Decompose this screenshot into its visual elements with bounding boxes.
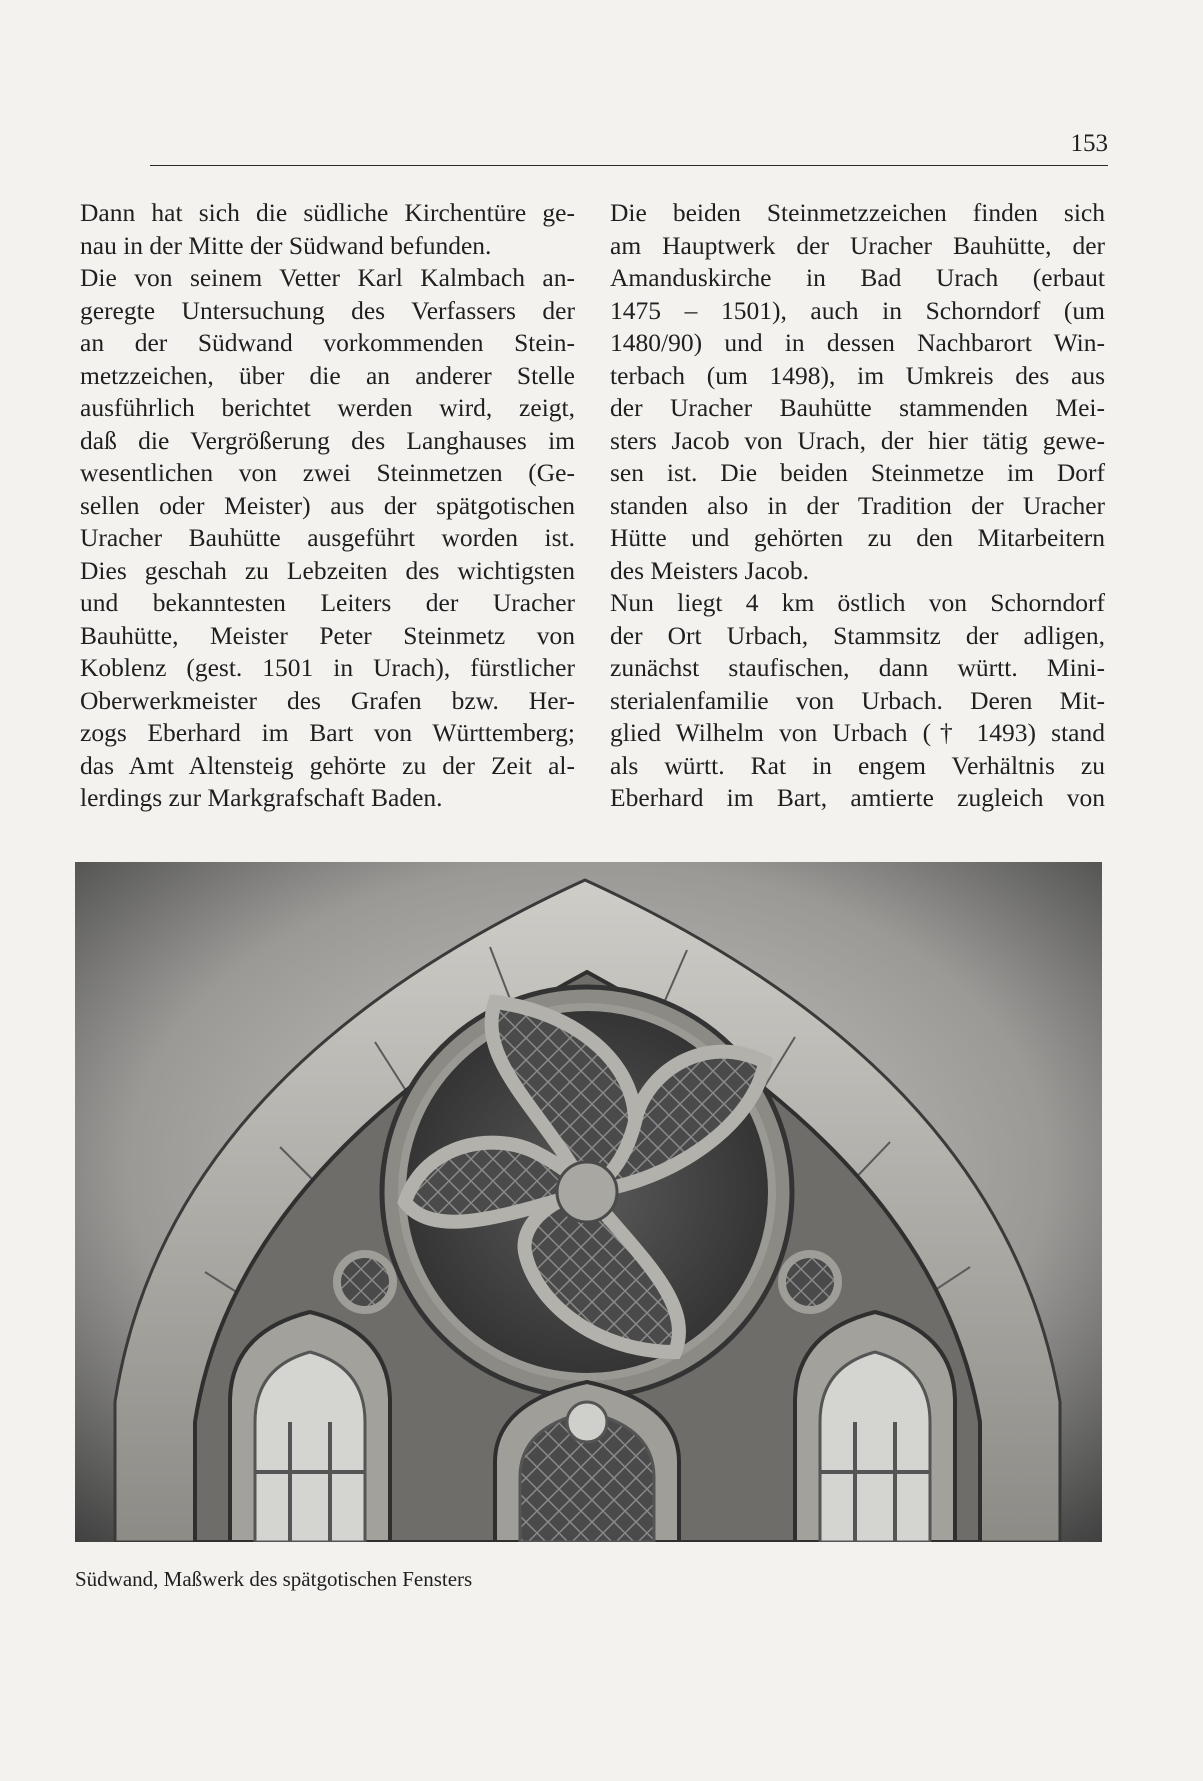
left-line: zogs Eberhard im Bart von Württemberg; xyxy=(80,718,575,747)
left-line: Die von seinem Vetter Karl Kalmbach an- xyxy=(80,263,575,292)
left-line: Oberwerkmeister des Grafen bzw. Her- xyxy=(80,685,575,715)
right-line: Eberhard im Bart, amtierte zugleich von xyxy=(610,783,1105,812)
right-line: sterialenfamilie von Urbach. Deren Mit- xyxy=(610,685,1105,715)
right-line: standen also in der Tradition der Uracher xyxy=(610,490,1105,520)
left-line: daß die Vergrößerung des Langhauses im xyxy=(80,425,575,455)
right-line: Hütte und gehörten zu den Mitarbeitern xyxy=(610,523,1105,552)
left-line: Bauhütte, Meister Peter Steinmetz von xyxy=(80,620,575,650)
left-line: sellen oder Meister) aus der spätgotischen xyxy=(80,490,575,520)
left-line: Koblenz (gest. 1501 in Urach), fürstlicher xyxy=(80,653,575,682)
tracery-window-photo xyxy=(75,862,1102,1542)
left-line: und bekanntesten Leiters der Uracher xyxy=(80,588,575,617)
left-line: lerdings zur Markgrafschaft Baden. xyxy=(80,783,443,812)
left-line: das Amt Altensteig gehörte zu der Zeit al- xyxy=(80,750,575,780)
left-text-column xyxy=(80,197,575,815)
right-line: Nun liegt 4 km östlich von Schorndorf xyxy=(610,588,1105,617)
right-line: am Hauptwerk der Uracher Bauhütte, der xyxy=(610,230,1105,260)
left-line: wesentlichen von zwei Steinmetzen (Ge- xyxy=(80,458,575,487)
right-line: Die beiden Steinmetzzeichen finden sich xyxy=(610,198,1105,227)
right-line: der Uracher Bauhütte stammenden Mei- xyxy=(610,393,1105,422)
right-line: zunächst staufischen, dann württ. Mini- xyxy=(610,653,1105,682)
left-line: nau in der Mitte der Südwand befunden. xyxy=(80,230,492,260)
right-line: des Meisters Jacob. xyxy=(610,555,809,585)
right-line: 1475 – 1501), auch in Schorndorf (um xyxy=(610,295,1105,325)
gothic-window-illustration xyxy=(75,862,1102,1542)
page-number: 153 xyxy=(1070,130,1108,157)
left-line: geregte Untersuchung des Verfassers der xyxy=(80,295,575,325)
right-line: glied Wilhelm von Urbach († 1493) stand xyxy=(610,718,1105,747)
right-line: der Ort Urbach, Stammsitz der adligen, xyxy=(610,620,1105,650)
left-line: an der Südwand vorkommenden Stein- xyxy=(80,328,575,357)
left-line: Dann hat sich die südliche Kirchentüre ge- xyxy=(80,198,575,227)
left-line: metzzeichen, über die an anderer Stelle xyxy=(80,360,575,390)
figure-caption: Südwand, Maßwerk des spätgotischen Fensters xyxy=(75,1567,473,1591)
right-line: sen ist. Die beiden Steinmetze im Dorf xyxy=(610,458,1105,487)
right-line: sters Jacob von Urach, der hier tätig gewe- xyxy=(610,425,1105,455)
header-rule xyxy=(150,165,1108,166)
right-line: 1480/90) und in dessen Nachbarort Win- xyxy=(610,328,1105,357)
right-line: als württ. Rat in engem Verhältnis zu xyxy=(610,750,1105,780)
left-line: Dies geschah zu Lebzeiten des wichtigsten xyxy=(80,555,575,585)
left-line: Uracher Bauhütte ausgeführt worden ist. xyxy=(80,523,575,552)
left-line: ausführlich berichtet werden wird, zeigt, xyxy=(80,393,575,422)
right-text-column xyxy=(610,197,1105,815)
right-line: Amanduskirche in Bad Urach (erbaut xyxy=(610,263,1105,292)
right-line: terbach (um 1498), im Umkreis des aus xyxy=(610,360,1105,390)
